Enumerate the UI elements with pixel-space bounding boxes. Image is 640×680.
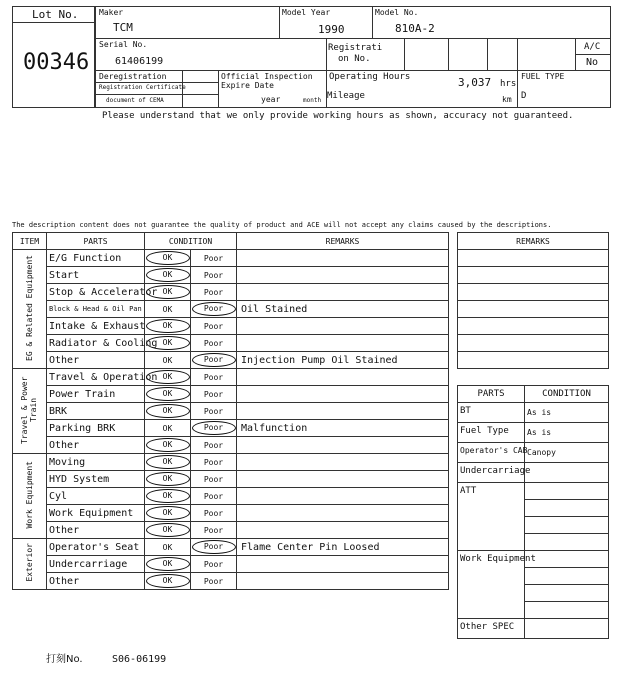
- ok-cell: [145, 284, 191, 301]
- side-parts-table: [457, 385, 609, 639]
- ok-mark: OK: [162, 304, 173, 314]
- ok-cell: [145, 250, 191, 267]
- poor-cell: [191, 437, 237, 454]
- ok-mark-circled: OK: [146, 404, 190, 418]
- part-name: Work Equipment: [47, 505, 145, 522]
- remark-cell: [237, 522, 449, 539]
- ok-mark: OK: [162, 542, 173, 552]
- side-part-name: Undercarriage: [458, 463, 525, 483]
- fuel-type-label: FUEL TYPE: [521, 72, 565, 81]
- ok-cell: [145, 403, 191, 420]
- registration-label-2: on No.: [338, 54, 371, 64]
- table-row: [13, 250, 449, 267]
- side-remark-cell: [458, 335, 609, 352]
- table-row: [13, 437, 449, 454]
- side-part-condition: [525, 551, 609, 568]
- ok-cell: [145, 437, 191, 454]
- ac-value: No: [586, 57, 599, 68]
- item-group-cell: [13, 454, 47, 539]
- side-parts-row: [458, 443, 609, 463]
- remark-cell: [237, 250, 449, 267]
- poor-cell: [191, 420, 237, 437]
- table-row: [13, 454, 449, 471]
- remarks-header: REMARKS: [237, 233, 449, 250]
- side-parts-row: [458, 423, 609, 443]
- parts-header: PARTS: [47, 233, 145, 250]
- ok-cell: [145, 301, 191, 318]
- remark-cell: Oil Stained: [237, 301, 449, 318]
- poor-mark: Poor: [203, 474, 224, 484]
- lot-label: Lot No.: [32, 8, 79, 21]
- side-remark-row: [458, 335, 609, 352]
- poor-mark: Poor: [203, 491, 224, 501]
- ok-mark-circled: OK: [146, 268, 190, 282]
- poor-mark-circled: Poor: [192, 421, 236, 435]
- side-parts-row: [458, 551, 609, 568]
- remark-cell: [237, 403, 449, 420]
- engraved-no-value: S06-06199: [112, 654, 167, 665]
- poor-cell: [191, 403, 237, 420]
- item-group-label: Work Equipment: [25, 460, 34, 529]
- part-name: Travel & Operation: [47, 369, 145, 386]
- side-part-condition: [525, 463, 609, 483]
- part-name: Stop & Accelerator: [47, 284, 145, 301]
- remark-cell: Flame Center Pin Loosed: [237, 539, 449, 556]
- poor-mark: Poor: [203, 576, 224, 586]
- poor-cell: [191, 556, 237, 573]
- model-no-label: Model No.: [375, 8, 419, 17]
- ok-mark-circled: OK: [146, 319, 190, 333]
- maker-label: Maker: [99, 8, 124, 17]
- fuel-type-value: D: [521, 91, 527, 101]
- ok-mark-circled: OK: [146, 523, 190, 537]
- poor-mark: Poor: [203, 253, 224, 263]
- side-parts-row: [458, 403, 609, 423]
- poor-cell: [191, 267, 237, 284]
- side-part-condition: As is: [525, 403, 609, 423]
- side-remarks-table: [457, 232, 609, 369]
- part-name: BRK: [47, 403, 145, 420]
- table-row: [13, 352, 449, 369]
- poor-cell: [191, 488, 237, 505]
- side-part-name: ATT: [458, 483, 525, 551]
- side-remark-cell: [458, 318, 609, 335]
- poor-mark-circled: Poor: [192, 353, 236, 367]
- remark-cell: [237, 318, 449, 335]
- ok-mark-circled: OK: [146, 336, 190, 350]
- ok-cell: [145, 522, 191, 539]
- ok-cell: [145, 573, 191, 590]
- part-name: HYD System: [47, 471, 145, 488]
- table-row: [13, 522, 449, 539]
- poor-cell: [191, 573, 237, 590]
- ok-mark-circled: OK: [146, 370, 190, 384]
- serial-label: Serial No.: [99, 40, 148, 49]
- side-part-condition: [525, 500, 609, 517]
- poor-cell: [191, 454, 237, 471]
- poor-mark: Poor: [203, 440, 224, 450]
- remark-cell: [237, 386, 449, 403]
- remark-cell: [237, 488, 449, 505]
- hrs-label: hrs: [500, 79, 517, 89]
- table-row: [13, 573, 449, 590]
- poor-cell: [191, 539, 237, 556]
- part-name: Other: [47, 522, 145, 539]
- ac-label: A/C: [584, 42, 601, 52]
- side-part-condition: [525, 517, 609, 534]
- poor-cell: [191, 522, 237, 539]
- side-part-name: BT: [458, 403, 525, 423]
- remark-cell: [237, 573, 449, 590]
- remark-cell: [237, 471, 449, 488]
- deregistration-label: Deregistration: [99, 72, 167, 81]
- side-remark-cell: [458, 284, 609, 301]
- side-parts-row: [458, 463, 609, 483]
- ok-mark-circled: OK: [146, 387, 190, 401]
- part-name: Undercarriage: [47, 556, 145, 573]
- hours-note: Please understand that we only provide working hours as shown, accuracy not guaranteed.: [102, 111, 574, 121]
- item-group-label: Travel & Power Train: [19, 375, 38, 444]
- remark-cell: [237, 284, 449, 301]
- side-part-condition: Canopy: [525, 443, 609, 463]
- poor-mark: Poor: [203, 457, 224, 467]
- operating-hours-label: Operating Hours: [329, 72, 411, 82]
- inspection-label: Official Inspection: [221, 72, 313, 81]
- remark-cell: [237, 454, 449, 471]
- part-name: Other: [47, 573, 145, 590]
- ok-mark-circled: OK: [146, 472, 190, 486]
- remark-cell: [237, 556, 449, 573]
- side-remark-row: [458, 318, 609, 335]
- poor-cell: [191, 505, 237, 522]
- side-remark-cell: [458, 267, 609, 284]
- poor-cell: [191, 471, 237, 488]
- ok-mark-circled: OK: [146, 574, 190, 588]
- ok-mark-circled: OK: [146, 251, 190, 265]
- remark-cell: [237, 505, 449, 522]
- registration-certificate-label: Registration Certificate: [99, 84, 186, 91]
- poor-cell: [191, 284, 237, 301]
- ok-mark-circled: OK: [146, 285, 190, 299]
- table-row: [13, 488, 449, 505]
- part-name: Moving: [47, 454, 145, 471]
- ok-cell: [145, 386, 191, 403]
- model-no-value: 810A-2: [395, 22, 435, 35]
- poor-mark: Poor: [203, 508, 224, 518]
- poor-mark: Poor: [203, 270, 224, 280]
- side-remark-row: [458, 352, 609, 369]
- item-group-cell: [13, 250, 47, 369]
- part-name: Radiator & Cooling: [47, 335, 145, 352]
- ok-cell: [145, 267, 191, 284]
- poor-cell: [191, 352, 237, 369]
- side-remark-row: [458, 284, 609, 301]
- remark-cell: [237, 369, 449, 386]
- part-name: Intake & Exhaust: [47, 318, 145, 335]
- table-row: [13, 505, 449, 522]
- side-parts-header-row: [458, 386, 609, 403]
- side-parts-row: [458, 619, 609, 639]
- ok-mark-circled: OK: [146, 438, 190, 452]
- operating-hours-value: 3,037: [458, 76, 492, 89]
- side-part-condition: [525, 534, 609, 551]
- maker-value: TCM: [113, 21, 133, 34]
- table-row: [13, 301, 449, 318]
- table-row: [13, 267, 449, 284]
- ok-cell: [145, 539, 191, 556]
- table-row: [13, 403, 449, 420]
- table-row: [13, 369, 449, 386]
- table-row: [13, 335, 449, 352]
- engraved-no-label: 打刻No.: [46, 654, 83, 665]
- side-part-condition: [525, 602, 609, 619]
- part-name: Cyl: [47, 488, 145, 505]
- poor-cell: [191, 301, 237, 318]
- table-row: [13, 539, 449, 556]
- poor-mark: Poor: [203, 338, 224, 348]
- item-group-label: Exterior: [25, 543, 34, 582]
- part-name: E/G Function: [47, 250, 145, 267]
- side-remark-row: [458, 267, 609, 284]
- side-remark-row: [458, 301, 609, 318]
- ok-mark-circled: OK: [146, 557, 190, 571]
- ok-cell: [145, 505, 191, 522]
- table-row: [13, 284, 449, 301]
- poor-cell: [191, 318, 237, 335]
- ok-cell: [145, 488, 191, 505]
- poor-cell: [191, 369, 237, 386]
- side-remarks-header: REMARKS: [458, 233, 609, 250]
- lot-number: 00346: [23, 50, 90, 75]
- poor-mark-circled: Poor: [192, 302, 236, 316]
- model-year-label: Model Year: [282, 8, 331, 17]
- side-part-name: Operator's CAB: [458, 443, 525, 463]
- item-group-cell: [13, 369, 47, 454]
- remark-cell: [237, 335, 449, 352]
- ok-cell: [145, 454, 191, 471]
- ok-cell: [145, 318, 191, 335]
- inspection-label-2: Expire Date: [221, 81, 274, 90]
- serial-value: 61406199: [115, 56, 164, 67]
- poor-mark: Poor: [203, 287, 224, 297]
- model-year-value: 1990: [318, 23, 345, 36]
- ok-mark-circled: OK: [146, 506, 190, 520]
- ok-mark-circled: OK: [146, 489, 190, 503]
- item-header: ITEM: [13, 233, 47, 250]
- item-group-label: EG & Related Equipment: [25, 254, 34, 361]
- ok-cell: [145, 352, 191, 369]
- cema-document-label: document of CEMA: [106, 97, 164, 104]
- table-row: [13, 471, 449, 488]
- table-row: [13, 318, 449, 335]
- poor-cell: [191, 386, 237, 403]
- remark-cell: Injection Pump Oil Stained: [237, 352, 449, 369]
- side-remark-cell: [458, 352, 609, 369]
- side-remark-cell: [458, 301, 609, 318]
- poor-mark: Poor: [203, 321, 224, 331]
- part-name: Power Train: [47, 386, 145, 403]
- poor-mark: Poor: [203, 406, 224, 416]
- part-name: Operator's Seat: [47, 539, 145, 556]
- ok-mark-circled: OK: [146, 455, 190, 469]
- side-condition-header: CONDITION: [525, 386, 609, 403]
- poor-mark: Poor: [203, 389, 224, 399]
- side-part-condition: [525, 585, 609, 602]
- table-header-row: [13, 233, 449, 250]
- side-part-condition: As is: [525, 423, 609, 443]
- remark-cell: [237, 267, 449, 284]
- mileage-label: Mileage: [327, 91, 365, 101]
- side-part-name: Work Equipment: [458, 551, 525, 619]
- side-part-condition: [525, 619, 609, 639]
- poor-mark: Poor: [203, 372, 224, 382]
- part-name: Other: [47, 352, 145, 369]
- ok-cell: [145, 369, 191, 386]
- poor-cell: [191, 335, 237, 352]
- table-row: [13, 420, 449, 437]
- ok-mark: OK: [162, 423, 173, 433]
- ok-cell: [145, 420, 191, 437]
- item-group-cell: [13, 539, 47, 590]
- remark-cell: [237, 437, 449, 454]
- part-name: Other: [47, 437, 145, 454]
- table-row: [13, 556, 449, 573]
- condition-header: CONDITION: [145, 233, 237, 250]
- ok-cell: [145, 471, 191, 488]
- part-name: Block & Head & Oil Pan: [47, 301, 145, 318]
- ok-cell: [145, 335, 191, 352]
- part-name: Start: [47, 267, 145, 284]
- km-label: km: [502, 95, 512, 104]
- ok-mark: OK: [162, 355, 173, 365]
- side-remark-cell: [458, 250, 609, 267]
- poor-mark: Poor: [203, 559, 224, 569]
- side-parts-row: [458, 483, 609, 500]
- month-label: month: [303, 97, 322, 104]
- registration-label: Registrati: [328, 43, 383, 53]
- year-label: year: [261, 95, 281, 104]
- side-part-condition: [525, 568, 609, 585]
- side-part-name: Fuel Type: [458, 423, 525, 443]
- poor-mark-circled: Poor: [192, 540, 236, 554]
- remark-cell: Malfunction: [237, 420, 449, 437]
- side-part-name: Other SPEC: [458, 619, 525, 639]
- side-remark-row: [458, 250, 609, 267]
- inspection-table: [12, 232, 449, 590]
- disclaimer: The description content does not guarantee the quality of product and ACE will not accept any claims caused by the descriptions.: [12, 221, 552, 229]
- side-parts-header: PARTS: [458, 386, 525, 403]
- poor-mark: Poor: [203, 525, 224, 535]
- ok-cell: [145, 556, 191, 573]
- table-row: [13, 386, 449, 403]
- side-remarks-header-row: [458, 233, 609, 250]
- part-name: Parking BRK: [47, 420, 145, 437]
- poor-cell: [191, 250, 237, 267]
- side-part-condition: [525, 483, 609, 500]
